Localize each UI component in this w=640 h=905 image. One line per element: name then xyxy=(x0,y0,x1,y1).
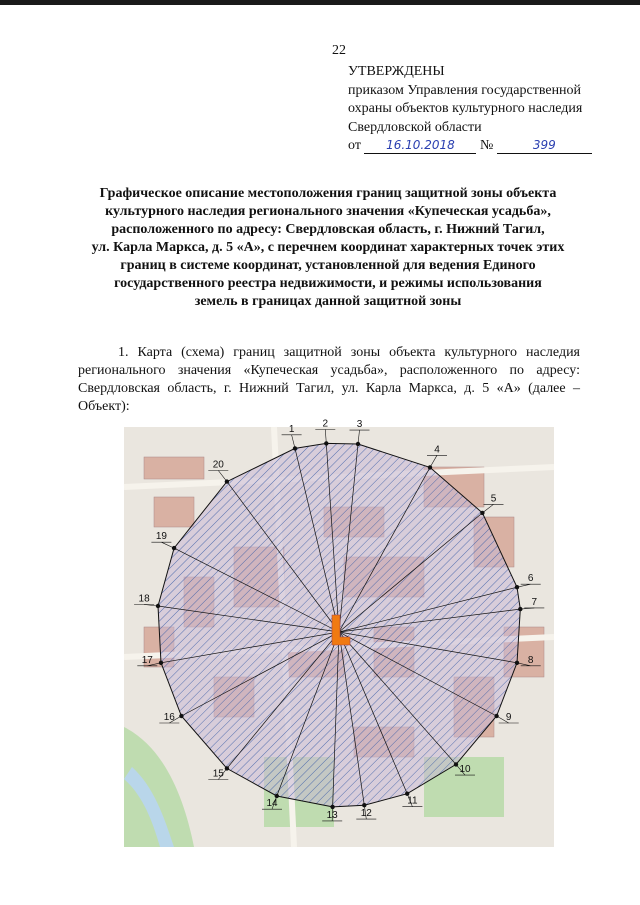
title-line: земель в границах данной защитной зоны xyxy=(194,294,462,309)
zone-vertex xyxy=(159,661,163,665)
point-label: 15 xyxy=(212,768,224,780)
point-label: 11 xyxy=(407,795,418,807)
title-line: Графическое описание местоположения границ защитной зоны объекта xyxy=(99,186,557,201)
approval-line: приказом Управления государственной xyxy=(348,82,582,98)
building xyxy=(144,457,204,479)
number-prefix: № xyxy=(479,138,494,153)
handwritten-number: 399 xyxy=(532,138,556,152)
point-label: 10 xyxy=(459,764,471,776)
zone-vertex xyxy=(293,446,297,450)
point-label: 7 xyxy=(531,596,538,608)
zone-vertex xyxy=(494,714,498,718)
point-label: 8 xyxy=(527,654,534,666)
point-label: 1 xyxy=(288,423,295,435)
approval-heading: УТВЕРЖДЕНЫ xyxy=(348,64,445,79)
point-label: 19 xyxy=(155,531,167,543)
point-label: 5 xyxy=(490,493,497,505)
point-label: 6 xyxy=(527,573,534,585)
point-label: 3 xyxy=(356,419,363,431)
zone-vertex xyxy=(428,465,432,469)
point-label: 17 xyxy=(141,654,153,666)
zone-vertex xyxy=(515,661,519,665)
date-field xyxy=(364,138,476,154)
section-paragraph: 1. Карта (схема) границ защитной зоны объекта культурного наследия регионального значения «Купеческая усадьба», расположенного по адресу: Свердловская область, г. Нижний Тагил, ул. Карла Маркса, д. 5 «А» (далее – Объект): xyxy=(78,345,580,414)
document-title xyxy=(78,185,578,311)
point-label: 16 xyxy=(163,712,175,723)
zone-vertex xyxy=(515,585,519,589)
point-label: 20 xyxy=(212,459,224,471)
point-label: 4 xyxy=(434,444,440,456)
zone-map-svg xyxy=(124,418,554,847)
page-number: 22 xyxy=(332,43,346,58)
zone-map xyxy=(124,418,554,847)
title-line: государственного реестра недвижимости, и режимы использования xyxy=(114,276,542,291)
approval-block xyxy=(348,63,592,156)
point-label: 9 xyxy=(505,712,512,723)
handwritten-date: 16.10.2018 xyxy=(386,138,455,152)
approval-line: охраны объектов культурного наследия xyxy=(348,101,583,116)
point-label: 2 xyxy=(322,418,329,430)
point-label: 18 xyxy=(138,593,150,605)
building xyxy=(154,497,194,527)
approval-date-line xyxy=(348,137,592,156)
approval-line: Свердловской области xyxy=(348,119,482,135)
number-field xyxy=(497,138,592,154)
title-line: расположенного по адресу: Свердловская область, г. Нижний Тагил, xyxy=(111,222,545,237)
title-line: культурного наследия регионального значения «Купеческая усадьба», xyxy=(105,204,551,219)
title-line: границ в системе координат, установленной для ведения Единого xyxy=(120,258,536,273)
point-label: 13 xyxy=(326,809,338,821)
date-prefix: от xyxy=(348,138,361,153)
point-label: 14 xyxy=(266,798,278,810)
point-label: 12 xyxy=(360,808,372,820)
title-line: ул. Карла Маркса, д. 5 «А», с перечнем координат характерных точек этих xyxy=(91,240,565,255)
scan-top-border xyxy=(0,0,640,5)
